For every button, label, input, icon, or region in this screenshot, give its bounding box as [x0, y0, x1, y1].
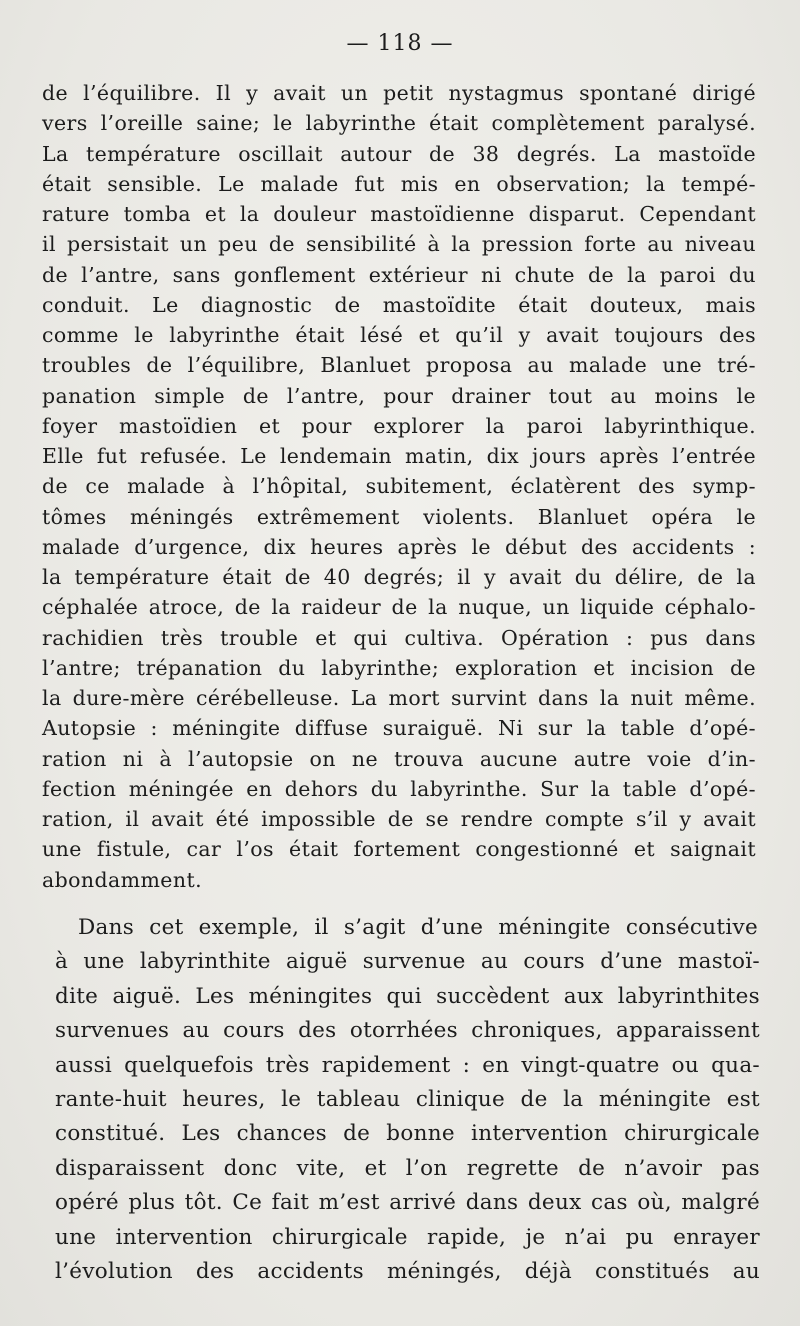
text-line: foyer mastoïdien et pour explorer la paroi labyrinthique.	[42, 413, 756, 438]
text-line: Autopsie : méningite diffuse suraiguë. Ni sur la table d’opé-	[42, 716, 756, 741]
text-line: l’antre; trépanation du labyrinthe; exploration et incision de	[42, 655, 756, 680]
text-line: Dans cet exemple, il s’agit d’une méningite consécutive	[78, 915, 758, 940]
text-line: de l’antre, sans gonflement extérieur ni chute de la paroi du	[42, 262, 756, 287]
text-line: panation simple de l’antre, pour drainer tout au moins le	[42, 383, 756, 408]
text-line: rature tomba et la douleur mastoïdienne disparut. Cependant	[42, 202, 756, 226]
text-line: la température était de 40 degrés; il y avait du délire, de la	[42, 565, 756, 589]
text-line: rachidien très trouble et qui cultiva. Opération : pus dans	[42, 625, 756, 650]
text-line: rante-huit heures, le tableau clinique de la méningite est	[55, 1087, 760, 1112]
text-line: une intervention chirurgicale rapide, je n’ai pu enrayer	[55, 1224, 760, 1250]
text-line: l’évolution des accidents méningés, déjà constitués au	[55, 1259, 760, 1284]
text-line: à une labyrinthite aiguë survenue au cours d’une mastoï-	[55, 949, 760, 975]
text-line: troubles de l’équilibre, Blanluet proposa au malade une tré-	[42, 353, 756, 378]
text-line: Elle fut refusée. Le lendemain matin, dix jours après l’entrée	[42, 444, 756, 468]
page-number: — 118 —	[346, 31, 454, 56]
text-line: conduit. Le diagnostic de mastoïdite était douteux, mais	[42, 292, 756, 317]
text-line: la dure-mère cérébelleuse. La mort survint dans la nuit même.	[42, 686, 756, 710]
text-line: dite aiguë. Les méningites qui succèdent aux labyrinthites	[55, 983, 760, 1009]
text-line: céphalée atroce, de la raideur de la nuque, un liquide céphalo-	[42, 595, 756, 620]
text-line: ration, il avait été impossible de se rendre compte s’il y avait	[42, 807, 756, 831]
text-line: de l’équilibre. Il y avait un petit nystagmus spontané dirigé	[42, 81, 756, 105]
text-line: opéré plus tôt. Ce fait m’est arrivé dans deux cas où, malgré	[55, 1190, 760, 1216]
text-line: abondamment.	[42, 867, 203, 892]
text-line: constitué. Les chances de bonne intervention chirurgicale	[55, 1121, 760, 1147]
text-line: de ce malade à l’hôpital, subitement, éclatèrent des symp-	[42, 474, 756, 499]
text-line: ration ni à l’autopsie on ne trouva aucune autre voie d’in-	[42, 746, 756, 771]
text-line: malade d’urgence, dix heures après le début des accidents :	[42, 534, 756, 559]
text-line: une fistule, car l’os était fortement congestionné et saignait	[42, 837, 756, 862]
text-line: fection méningée en dehors du labyrinthe. Sur la table d’opé-	[42, 776, 756, 801]
text-line: était sensible. Le malade fut mis en observation; la tempé-	[42, 171, 756, 196]
text-line: comme le labyrinthe était lésé et qu’il y avait toujours des	[42, 323, 756, 347]
text-line: La température oscillait autour de 38 degrés. La mastoïde	[42, 141, 756, 166]
text-line: survenues au cours des otorrhées chroniques, apparaissent	[55, 1018, 760, 1044]
text-line: il persistait un peu de sensibilité à la pression forte au niveau	[42, 232, 756, 257]
text-line: disparaissent donc vite, et l’on regrette de n’avoir pas	[55, 1155, 760, 1181]
text-line: tômes méningés extrêmement violents. Blanluet opéra le	[42, 504, 756, 529]
text-line: aussi quelquefois très rapidement : en vingt-quatre ou qua-	[55, 1052, 760, 1078]
text-line: vers l’oreille saine; le labyrinthe était complètement paralysé.	[42, 111, 756, 136]
